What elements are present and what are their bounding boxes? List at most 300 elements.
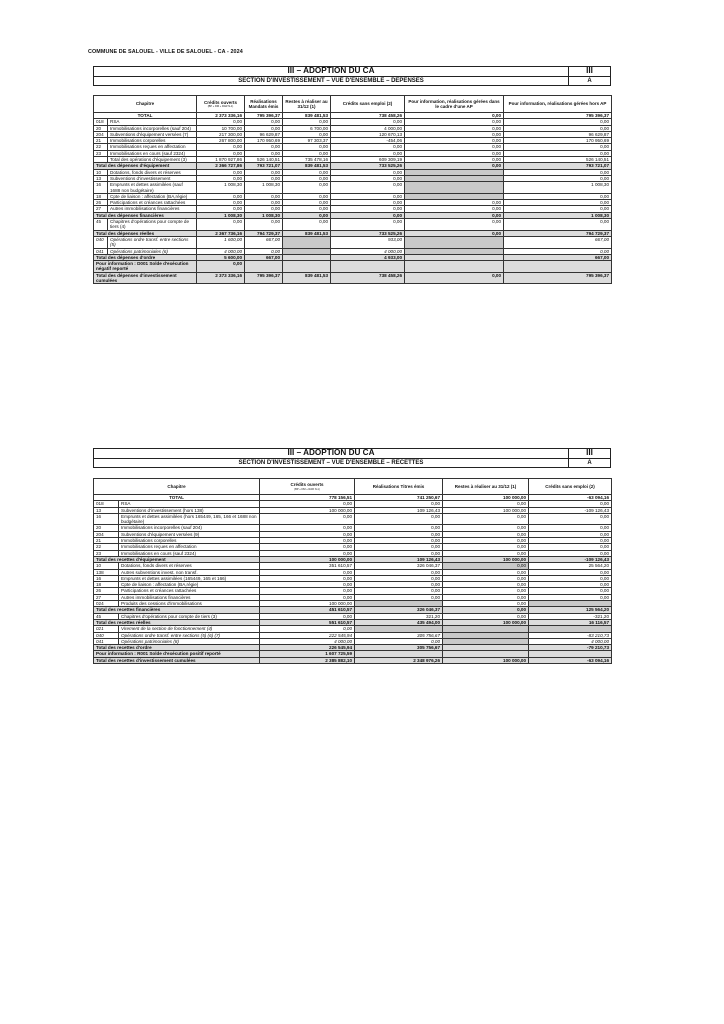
cell-col-2: 1 008,30: [245, 182, 283, 194]
row-code: 16: [94, 575, 119, 581]
cell-col-5: 0,00: [405, 138, 504, 144]
cell-col-5: 0,00: [405, 125, 504, 131]
cell-col-4: 4 933,00: [331, 254, 405, 260]
cell-col-1: 0,00: [197, 193, 245, 199]
recettes-side-top: III: [568, 449, 610, 458]
cell-col-4: -454,06: [331, 138, 405, 144]
header-chapitre: Chapitre: [94, 96, 197, 113]
cell-col-5: 0,00: [405, 272, 504, 284]
row-code: 18: [94, 582, 119, 588]
cell-col-2: 795 396,37: [245, 272, 283, 284]
row-label: Total des dépenses d'ordre: [94, 254, 197, 260]
row-label: Emprunts et dettes assimilées (165449, 165 et 166): [119, 575, 260, 581]
header-realisations: Réalisations Mandats émis: [245, 96, 283, 113]
row-code: 21: [94, 538, 119, 544]
row-label: Opérations patrimoniales (8): [119, 638, 260, 644]
cell-col-4: 0,00: [331, 200, 405, 206]
cell-col-4: 4 000,00: [331, 125, 405, 131]
row-label: RSA: [119, 501, 260, 507]
row-label: Cpte de liaison : affectation (BA,régie): [119, 582, 260, 588]
cell-col-1: 2 373 336,16: [197, 272, 245, 284]
cell-col-4: 0,00: [529, 538, 612, 544]
cell-col-3: 0,00: [443, 582, 529, 588]
cell-col-4: 0,00: [331, 169, 405, 175]
cell-col-3: 6 700,00: [283, 125, 331, 131]
cell-col-2: 0,00: [245, 200, 283, 206]
cell-col-6: 0,00: [504, 125, 612, 131]
row-code: 021: [94, 626, 119, 632]
cell-col-2: 794 729,37: [245, 230, 283, 236]
cell-col-4: 0,00: [529, 550, 612, 556]
depenses-title-box: [93, 66, 611, 86]
row-code: 040: [94, 632, 119, 638]
cell-col-1: 2 367 736,16: [197, 230, 245, 236]
cell-col-1: 0,00: [197, 119, 245, 125]
cell-col-6: 793 721,07: [504, 163, 612, 169]
cell-col-2: 795 396,37: [245, 113, 283, 119]
cell-col-4: 0,00: [529, 525, 612, 531]
table-row: [94, 219, 612, 231]
cell-col-4: -63 094,16: [529, 657, 612, 663]
cell-col-3: 0,00: [443, 550, 529, 556]
row-label: Pour information : R001 Solde d'exécution positif reporté: [94, 651, 260, 657]
cell-col-1: 4 000,00: [197, 248, 245, 254]
cell-col-3: 0,00: [443, 575, 529, 581]
cell-col-1: 0,00: [260, 513, 355, 525]
cell-col-1: 100 000,00: [260, 601, 355, 607]
row-label: Subventions d'investissement (hors 138): [119, 507, 260, 513]
cell-col-1: 267 800,00: [197, 138, 245, 144]
cell-col-1: 0,00: [260, 538, 355, 544]
row-code: 45: [94, 219, 108, 231]
row-label: Total des recettes financières: [94, 607, 260, 613]
table-row: [94, 513, 612, 525]
cell-col-1: 0,00: [260, 550, 355, 556]
row-label: Immobilisations en cours (sauf 2324): [108, 150, 197, 156]
row-code: 204: [94, 131, 108, 137]
cell-col-5: 0,00: [405, 150, 504, 156]
cell-col-6: 667,00: [504, 236, 612, 248]
row-label: Total des dépenses réelles: [94, 230, 197, 236]
cell-col-3: 0,00: [443, 607, 529, 613]
cell-col-1: 351 610,57: [260, 563, 355, 569]
cell-col-2: 326 046,37: [355, 563, 443, 569]
cell-col-2: 741 250,67: [355, 495, 443, 501]
cell-col-3: 0,00: [283, 212, 331, 218]
cell-col-4: -109 126,43: [529, 556, 612, 562]
row-label: Dotations, fonds divers et réserves: [108, 169, 197, 175]
recettes-subtitle: SECTION D'INVESTISSEMENT – VUE D'ENSEMBLE – RECETTES: [238, 459, 424, 466]
row-code: 13: [94, 507, 119, 513]
cell-col-3: 100 000,00: [443, 495, 529, 501]
row-code: 18: [94, 193, 108, 199]
cell-col-2: 0,00: [355, 575, 443, 581]
cell-col-2: 667,00: [245, 254, 283, 260]
cell-col-3: 0,00: [443, 544, 529, 550]
cell-col-1: 551 610,57: [260, 619, 355, 625]
row-label: Subventions d'investissement: [108, 175, 197, 181]
cell-col-3: 0,00: [443, 594, 529, 600]
cell-col-3: 100 000,00: [443, 556, 529, 562]
row-label: Total des dépenses d'investissement cumulées: [94, 272, 197, 284]
row-label: Immobilisations reçues en affectation: [108, 144, 197, 150]
row-label: Subventions d'équipement versées (9): [119, 531, 260, 537]
cell-col-4: 733 525,26: [331, 163, 405, 169]
cell-col-4: 25 564,20: [529, 563, 612, 569]
cell-col-1: 1 870 927,86: [197, 157, 245, 163]
cell-col-2: 0,00: [245, 248, 283, 254]
cell-col-4: 738 458,26: [331, 113, 405, 119]
cell-col-1: 1 607 725,59: [260, 651, 355, 657]
header-hors-ap: Pour information, réalisations gérées hors AP: [504, 96, 612, 113]
recettes-title: III – ADOPTION DU CA: [287, 448, 375, 457]
cell-col-2: 0,00: [245, 219, 283, 231]
cell-col-4: 0,00: [529, 513, 612, 525]
total-row: [94, 272, 612, 284]
cell-col-4: 738 458,26: [331, 272, 405, 284]
cell-col-2: 1 008,30: [245, 212, 283, 218]
cell-col-3: 0,00: [443, 601, 529, 607]
cell-col-6: 0,00: [504, 206, 612, 212]
cell-col-1: 1 600,00: [197, 236, 245, 248]
cell-col-2: 2 348 976,26: [355, 657, 443, 663]
cell-col-3: 839 481,53: [283, 230, 331, 236]
header-restes: Restes à réaliser au 31/12 (1): [283, 96, 331, 113]
cell-col-6: 0,00: [504, 248, 612, 254]
cell-col-3: 100 000,00: [443, 619, 529, 625]
cell-col-3: 100 000,00: [443, 657, 529, 663]
row-code: 20: [94, 525, 119, 531]
cell-col-4: 933,00: [331, 236, 405, 248]
table-row: [94, 182, 612, 194]
cell-col-2: 0,00: [245, 206, 283, 212]
header-restes: Restes à réaliser au 31/12 (1): [443, 479, 529, 495]
cell-col-6: 1 008,30: [504, 212, 612, 218]
row-code: 23: [94, 150, 108, 156]
cell-col-5: 0,00: [405, 200, 504, 206]
depenses-title: III – ADOPTION DU CA: [287, 66, 375, 75]
cell-col-3: 839 481,53: [283, 272, 331, 284]
cell-col-1: 217 300,00: [197, 131, 245, 137]
cell-col-1: 2 385 882,10: [260, 657, 355, 663]
cell-col-6: 0,00: [504, 200, 612, 206]
row-code: 27: [94, 594, 119, 600]
cell-col-1: 0,00: [260, 501, 355, 507]
row-label: Participations et créances rattachées: [119, 588, 260, 594]
cell-col-6: 0,00: [504, 193, 612, 199]
cell-col-3: 0,00: [443, 588, 529, 594]
cell-col-1: 0,00: [197, 144, 245, 150]
cell-col-3: 0,00: [443, 569, 529, 575]
cell-col-2: 435 494,00: [355, 619, 443, 625]
cell-col-5: 0,00: [405, 230, 504, 236]
cell-col-3: 0,00: [283, 182, 331, 194]
cell-col-1: 0,00: [197, 200, 245, 206]
cell-col-2: 305 756,67: [355, 632, 443, 638]
cell-col-4: 0,00: [529, 544, 612, 550]
row-code: 041: [94, 638, 119, 644]
cell-col-4: -321,20: [529, 613, 612, 619]
row-label: Participations et créances rattachées: [108, 200, 197, 206]
row-label: Autres immobilisations financières: [108, 206, 197, 212]
cell-col-1: 222 545,94: [260, 632, 355, 638]
cell-col-4: -79 210,73: [529, 645, 612, 651]
cell-col-6: 0,00: [504, 150, 612, 156]
depenses-subtitle: SECTION D'INVESTISSEMENT – VUE D'ENSEMBLE – DEPENSES: [238, 77, 424, 84]
row-label: Autres immobilisations financières: [119, 594, 260, 600]
cell-col-4: 609 309,19: [331, 157, 405, 163]
cell-col-5: [405, 182, 504, 194]
cell-col-1: 0,00: [197, 219, 245, 231]
cell-col-1: 1 008,30: [197, 212, 245, 218]
row-label: Chapitres d'opérations pour compte de tiers (4): [108, 219, 197, 231]
header-realisations: Réalisations Titres émis: [355, 479, 443, 495]
cell-col-2: 0,00: [355, 501, 443, 507]
cell-col-1: 0,00: [260, 544, 355, 550]
cell-col-2: 326 046,37: [355, 607, 443, 613]
row-code: 26: [94, 200, 108, 206]
row-label: TOTAL: [94, 495, 260, 501]
cell-col-3: 0,00: [443, 563, 529, 569]
row-label: Immobilisations incorporelles (sauf 204): [119, 525, 260, 531]
row-code: 040: [94, 236, 108, 248]
cell-col-2: 0,00: [245, 169, 283, 175]
cell-col-6: 795 396,37: [504, 272, 612, 284]
header-ap: Pour information, réalisations gérées dans le cadre d'une AP: [405, 96, 504, 113]
cell-col-2: 0,00: [355, 550, 443, 556]
row-label: Total des recettes d'investissement cumulées: [94, 657, 260, 663]
row-code: 22: [94, 544, 119, 550]
cell-col-4: -83 210,73: [529, 632, 612, 638]
cell-col-4: 0,00: [331, 182, 405, 194]
row-label: Pour information : D001 Solde d'exécution négatif reporté: [94, 261, 197, 273]
cell-col-5: 0,00: [405, 212, 504, 218]
row-code: 20: [94, 125, 108, 131]
recettes-title-box: [93, 448, 611, 468]
cell-col-2: 109 126,43: [355, 507, 443, 513]
cell-col-2: 0,00: [355, 569, 443, 575]
cell-col-3: 839 481,53: [283, 113, 331, 119]
header-credits: Crédits ouverts (BP + DM + RAR N-1): [197, 96, 245, 113]
header-sans-emploi: Crédits sans emploi (2): [529, 479, 612, 495]
cell-col-6: 667,00: [504, 254, 612, 260]
cell-col-6: [504, 261, 612, 273]
row-code: 024: [94, 601, 119, 607]
row-label: Immobilisations incorporelles (sauf 204): [108, 125, 197, 131]
cell-col-3: 0,00: [443, 513, 529, 525]
cell-col-2: 305 756,67: [355, 645, 443, 651]
cell-col-3: 0,00: [443, 531, 529, 537]
cell-col-5: 0,00: [405, 219, 504, 231]
cell-col-4: 0,00: [529, 582, 612, 588]
cell-col-4: [331, 261, 405, 273]
row-label: Total des dépenses d'équipement: [94, 163, 197, 169]
cell-col-2: 0,00: [355, 582, 443, 588]
cell-col-1: 0,00: [197, 169, 245, 175]
cell-col-2: 793 721,07: [245, 163, 283, 169]
row-label: Opérations ordre transf. entre sections (5): [108, 236, 197, 248]
row-code: 26: [94, 588, 119, 594]
cell-col-1: 0,00: [260, 594, 355, 600]
cell-col-5: 0,00: [405, 157, 504, 163]
cell-col-2: 0,00: [355, 544, 443, 550]
cell-col-4: 0,00: [331, 175, 405, 181]
header-chapitre: Chapitre: [94, 479, 260, 495]
cell-col-3: 0,00: [283, 119, 331, 125]
cell-col-3: 0,00: [283, 169, 331, 175]
cell-col-2: 0,00: [355, 513, 443, 525]
cell-col-3: 0,00: [283, 193, 331, 199]
cell-col-6: 0,00: [504, 219, 612, 231]
header-credits: Crédits ouverts (BP + DM + RAR N-1): [260, 479, 355, 495]
cell-col-4: 733 525,26: [331, 230, 405, 236]
total-row: [94, 657, 612, 663]
cell-col-3: 0,00: [283, 200, 331, 206]
cell-col-1: 4 000,00: [260, 638, 355, 644]
row-label: Immobilisations reçues en affectation: [119, 544, 260, 550]
row-label: Total des dépenses financières: [94, 212, 197, 218]
cell-col-2: [245, 261, 283, 273]
cell-col-1: 451 610,57: [260, 607, 355, 613]
row-label: Immobilisations corporelles: [119, 538, 260, 544]
row-label: Total des recettes d'ordre: [94, 645, 260, 651]
row-label: TOTAL: [94, 113, 197, 119]
cell-col-6: 0,00: [504, 175, 612, 181]
cell-col-5: 0,00: [405, 163, 504, 169]
row-label: Emprunts et dettes assimilées (hors 165449, 165, 166 et 1688 non budgétaire): [119, 513, 260, 525]
cell-col-1: 778 156,51: [260, 495, 355, 501]
cell-col-5: 0,00: [405, 144, 504, 150]
cell-col-1: 10 700,00: [197, 125, 245, 131]
cell-col-2: 0,00: [245, 119, 283, 125]
depenses-side-top: III: [568, 67, 610, 76]
cell-col-2: 96 629,87: [245, 131, 283, 137]
cell-col-1: 100 000,00: [260, 507, 355, 513]
cell-col-2: 321,20: [355, 613, 443, 619]
row-label: Chapitres d'opérations pour compte de tiers (3): [119, 613, 260, 619]
row-label: Total des recettes d'équipement: [94, 556, 260, 562]
cell-col-6: 794 729,37: [504, 230, 612, 236]
cell-col-3: 0,00: [443, 613, 529, 619]
row-label: RSA: [108, 119, 197, 125]
cell-col-6: 0,00: [504, 119, 612, 125]
row-label: Total des opérations d'équipement (3): [108, 157, 197, 163]
row-label: Immobilisations en cours (sauf 2324): [119, 550, 260, 556]
cell-col-4: 4 000,00: [529, 638, 612, 644]
header-sans-emploi: Crédits sans emploi (2): [331, 96, 405, 113]
row-label: Emprunts et dettes assimilées (sauf 1688 non budgétaire): [108, 182, 197, 194]
cell-col-4: 0,00: [529, 531, 612, 537]
table-row: [94, 236, 612, 248]
cell-col-5: [405, 236, 504, 248]
cell-col-1: 0,00: [197, 206, 245, 212]
cell-col-2: 0,00: [355, 538, 443, 544]
page-header: COMMUNE DE SALOUEL - VILLE DE SALOUEL - CA - 2024: [88, 49, 243, 55]
depenses-side-bottom: A: [568, 77, 610, 86]
row-label: Dotations, fonds divers et réserves: [119, 563, 260, 569]
cell-col-4: 16 116,57: [529, 619, 612, 625]
cell-col-4: 0,00: [331, 150, 405, 156]
recettes-table: [93, 478, 612, 664]
row-code: 10: [94, 169, 108, 175]
cell-col-3: [283, 236, 331, 248]
cell-col-2: 0,00: [245, 193, 283, 199]
cell-col-1: 0,00: [260, 613, 355, 619]
cell-col-4: 0,00: [529, 594, 612, 600]
cell-col-3: 0,00: [443, 525, 529, 531]
cell-col-6: 526 140,51: [504, 157, 612, 163]
cell-col-3: 0,00: [283, 206, 331, 212]
row-code: 45: [94, 613, 119, 619]
cell-col-1: 100 000,00: [260, 556, 355, 562]
cell-col-1: 2 373 336,16: [197, 113, 245, 119]
row-code: 13: [94, 175, 108, 181]
cell-col-4: -63 094,16: [529, 495, 612, 501]
cell-col-3: 0,00: [283, 131, 331, 137]
cell-col-3: 0,00: [283, 175, 331, 181]
cell-col-1: 1 008,30: [197, 182, 245, 194]
cell-col-2: 526 140,51: [245, 157, 283, 163]
cell-col-3: 0,00: [283, 219, 331, 231]
cell-col-1: 226 545,94: [260, 645, 355, 651]
cell-col-2: 109 126,43: [355, 556, 443, 562]
cell-col-1: 0,00: [260, 582, 355, 588]
cell-col-3: 0,00: [283, 150, 331, 156]
cell-col-2: 0,00: [355, 594, 443, 600]
cell-col-4: -109 126,43: [529, 507, 612, 513]
cell-col-6: 1 008,30: [504, 182, 612, 194]
cell-col-4: 0,00: [331, 193, 405, 199]
row-label: Autres subventions invest. non transf.: [119, 569, 260, 575]
cell-col-3: 100 000,00: [443, 507, 529, 513]
depenses-header-row: [94, 96, 612, 113]
row-label: Cpte de liaison : affectation (BA,régie): [108, 193, 197, 199]
cell-col-1: 5 600,00: [197, 254, 245, 260]
row-code: 138: [94, 569, 119, 575]
row-code: 22: [94, 144, 108, 150]
row-label: Opérations ordre transf. entre sections (5) (6) (7): [119, 632, 260, 638]
row-code: 16: [94, 513, 119, 525]
cell-col-4: 0,00: [529, 501, 612, 507]
row-code: 21: [94, 138, 108, 144]
row-code: 041: [94, 248, 108, 254]
cell-col-6: 96 629,87: [504, 131, 612, 137]
cell-col-4: 4 000,00: [331, 248, 405, 254]
row-code: 018: [94, 119, 108, 125]
cell-col-4: 0,00: [331, 212, 405, 218]
cell-col-4: 0,00: [331, 144, 405, 150]
depenses-table: [93, 95, 612, 284]
row-label: Immobilisations corporelles: [108, 138, 197, 144]
cell-col-4: 0,00: [529, 588, 612, 594]
cell-col-2: 0,00: [355, 531, 443, 537]
cell-col-6: 795 396,37: [504, 113, 612, 119]
row-label: Opérations patrimoniales (6): [108, 248, 197, 254]
row-code: 10: [94, 563, 119, 569]
cell-col-1: 0,00: [260, 569, 355, 575]
cell-col-3: [283, 261, 331, 273]
row-code: 16: [94, 182, 108, 194]
cell-col-1: 0,00: [197, 261, 245, 273]
cell-col-4: 120 670,13: [331, 131, 405, 137]
cell-col-1: 0,00: [197, 150, 245, 156]
row-label: Produits des cessions d'immobilisations: [119, 601, 260, 607]
total-row: [94, 261, 612, 273]
cell-col-1: 2 366 727,86: [197, 163, 245, 169]
cell-col-4: 0,00: [529, 575, 612, 581]
cell-col-2: 0,00: [245, 175, 283, 181]
cell-col-4: 125 564,20: [529, 607, 612, 613]
